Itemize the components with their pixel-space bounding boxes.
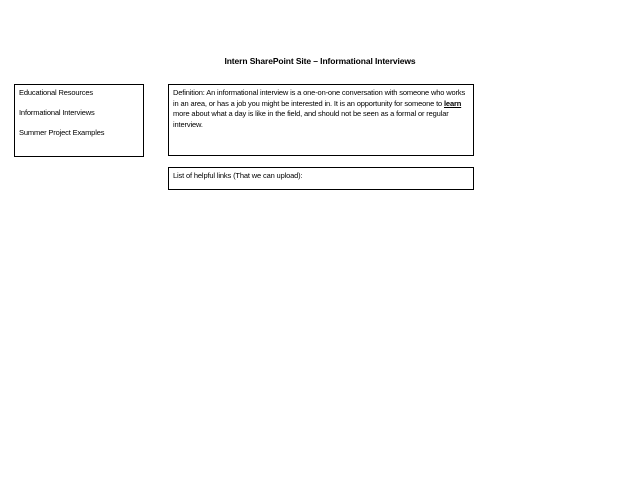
navigation-panel: [14, 84, 144, 157]
helpful-links-panel: [168, 167, 474, 190]
definition-panel: [168, 84, 474, 156]
definition-emphasis: learn: [443, 98, 462, 108]
definition-text-start: Definition: An informational interview is a one-on-one conversation with someone who works in an area, or has a job you might be interested in. It is an opportunity for someone to: [173, 88, 466, 108]
helpful-links-label: List of helpful links (That we can upload):: [173, 171, 303, 180]
nav-item-educational-resources[interactable]: Educational Resources: [19, 88, 93, 97]
nav-item-informational-interviews[interactable]: Informational Interviews: [19, 108, 95, 117]
page-title: Intern SharePoint Site – Informational Interviews: [224, 56, 416, 66]
definition-text: [173, 88, 469, 130]
nav-item-summer-project-examples[interactable]: Summer Project Examples: [19, 128, 105, 137]
definition-text-end: more about what a day is like in the field, and should not be seen as a formal or regular interview.: [173, 109, 449, 129]
